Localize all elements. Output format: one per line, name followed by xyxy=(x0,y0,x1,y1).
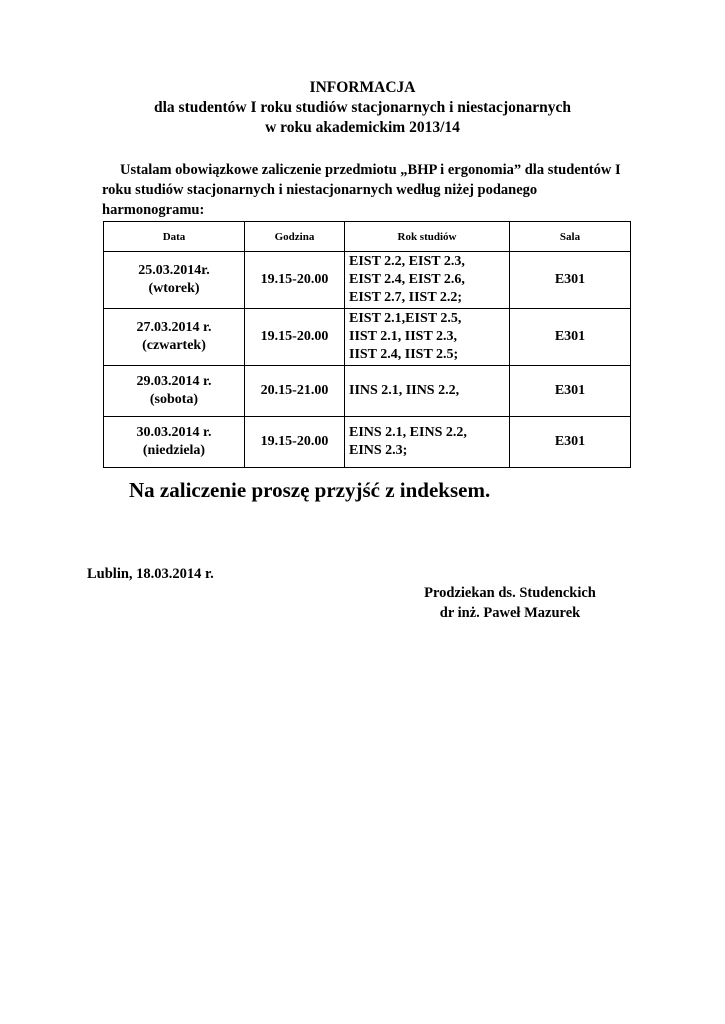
room-cell: E301 xyxy=(510,309,631,366)
day-value: (sobota) xyxy=(149,392,199,407)
day-value: (niedziela) xyxy=(142,443,206,458)
date-value: 30.03.2014 r. xyxy=(136,425,212,440)
table-row xyxy=(104,252,631,309)
day-value: (wtorek) xyxy=(148,281,200,296)
signatory-name: dr inż. Paweł Mazurek xyxy=(439,605,581,621)
year-cell xyxy=(345,252,510,309)
place-date: Lublin, 18.03.2014 r. xyxy=(87,566,214,582)
column-header-time: Godzina xyxy=(245,222,345,252)
year-line: EIST 2.1,EIST 2.5, xyxy=(349,311,462,326)
signatory-role: Prodziekan ds. Studenckich xyxy=(424,585,596,601)
time-cell: 19.15-20.00 xyxy=(245,309,345,366)
date-value: 27.03.2014 r. xyxy=(136,320,212,335)
signature-block xyxy=(400,583,620,623)
column-header-date: Data xyxy=(104,222,245,252)
day-value: (czwartek) xyxy=(142,338,206,353)
index-note: Na zaliczenie proszę przyjść z indeksem. xyxy=(129,478,491,502)
table-row xyxy=(104,366,631,417)
year-line: EIST 2.2, EIST 2.3, xyxy=(349,254,465,269)
year-line: EIST 2.7, IIST 2.2; xyxy=(349,290,463,305)
year-line: IINS 2.1, IINS 2.2, xyxy=(349,383,460,398)
date-value: 29.03.2014 r. xyxy=(136,374,212,389)
room-cell: E301 xyxy=(510,417,631,468)
date-cell xyxy=(104,252,245,309)
year-line: IIST 2.4, IIST 2.5; xyxy=(349,347,459,362)
date-value: 25.03.2014r. xyxy=(138,263,210,278)
schedule-table xyxy=(103,221,631,468)
year-line: EINS 2.3; xyxy=(349,443,408,458)
room-cell: E301 xyxy=(510,366,631,417)
table-header-row xyxy=(104,222,631,252)
year-cell xyxy=(345,366,510,417)
table-row xyxy=(104,417,631,468)
column-header-room: Sala xyxy=(510,222,631,252)
year-line: IIST 2.1, IIST 2.3, xyxy=(349,329,458,344)
year-cell xyxy=(345,309,510,366)
document-subtitle: dla studentów I roku studiów stacjonarnych i niestacjonarnych xyxy=(154,99,571,116)
column-header-year: Rok studiów xyxy=(345,222,510,252)
table-row xyxy=(104,309,631,366)
time-cell: 20.15-21.00 xyxy=(245,366,345,417)
intro-line-2: roku studiów stacjonarnych i niestacjonarnych według niżej podanego harmonogramu: xyxy=(102,182,538,218)
document-title: INFORMACJA xyxy=(309,79,416,96)
document-heading xyxy=(0,78,725,138)
time-cell: 19.15-20.00 xyxy=(245,417,345,468)
intro-line-1: Ustalam obowiązkowe zaliczenie przedmiotu „BHP i ergonomia” dla studentów I xyxy=(120,162,621,178)
intro-paragraph xyxy=(102,160,642,220)
room-cell: E301 xyxy=(510,252,631,309)
date-cell xyxy=(104,417,245,468)
date-cell xyxy=(104,309,245,366)
date-cell xyxy=(104,366,245,417)
year-line: EIST 2.4, EIST 2.6, xyxy=(349,272,465,287)
time-cell: 19.15-20.00 xyxy=(245,252,345,309)
year-cell xyxy=(345,417,510,468)
academic-year: w roku akademickim 2013/14 xyxy=(265,119,460,136)
year-line: EINS 2.1, EINS 2.2, xyxy=(349,425,467,440)
